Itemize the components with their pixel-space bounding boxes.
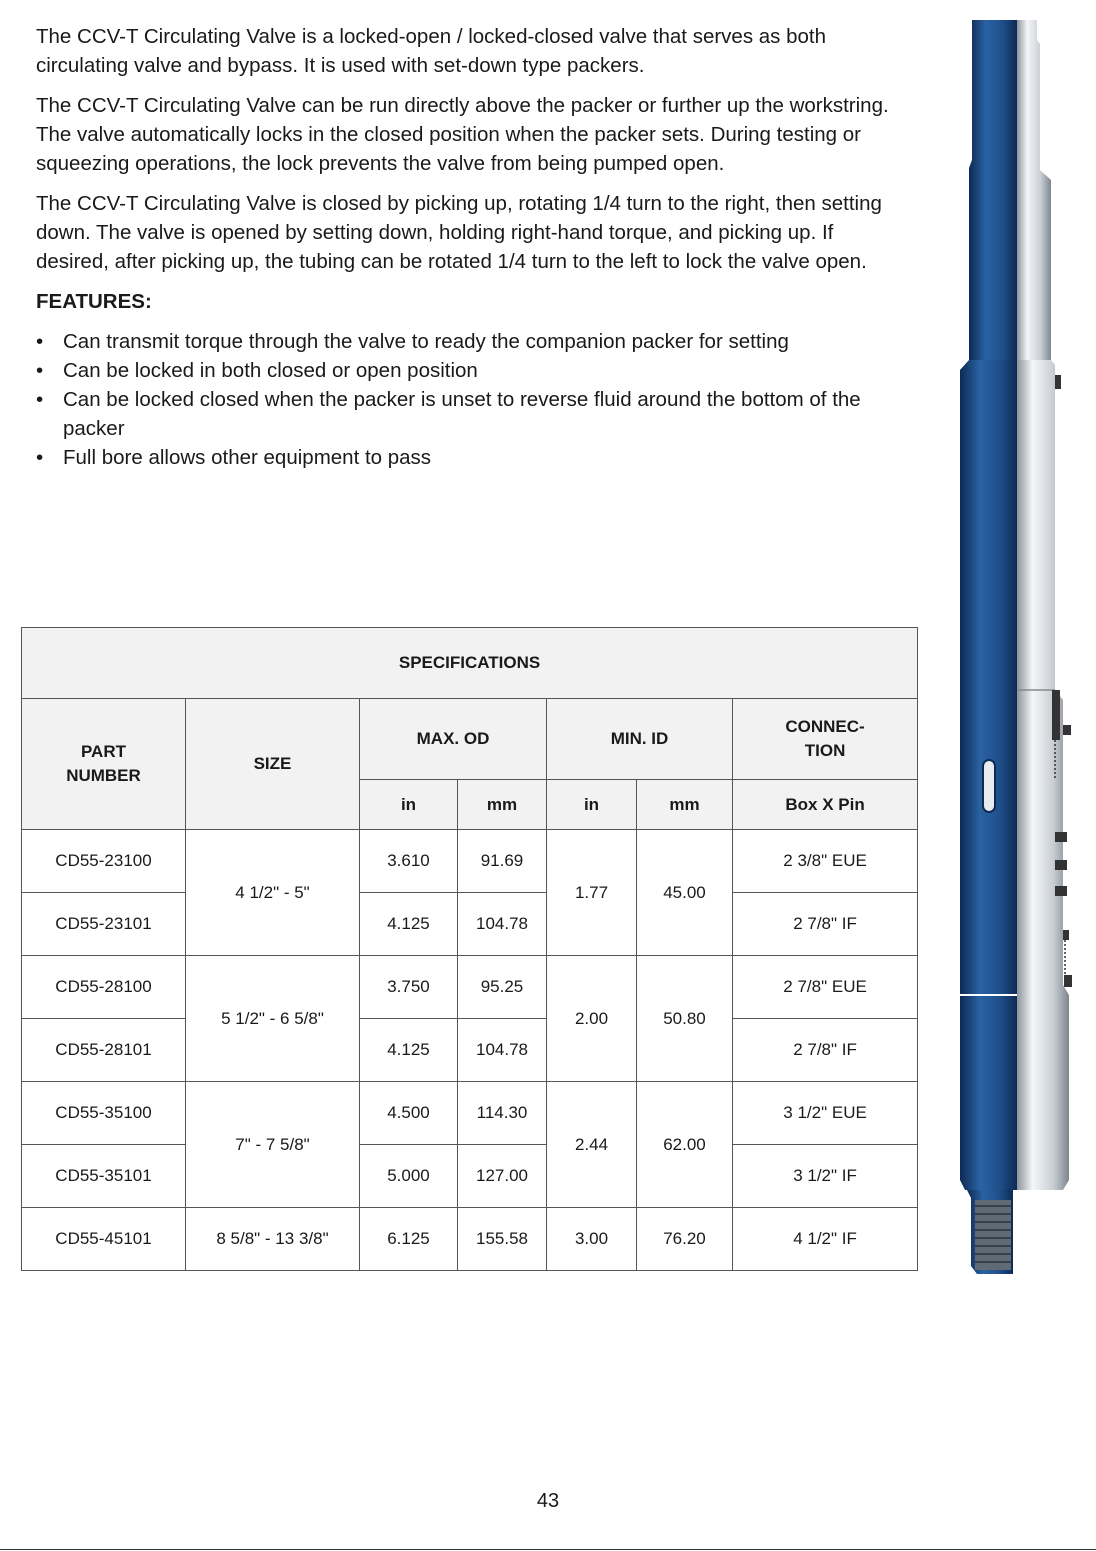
cell-part-number: CD55-28100 <box>22 956 186 1019</box>
cell-connection: 2 7/8" IF <box>733 1019 918 1082</box>
cell-connection: 2 7/8" IF <box>733 893 918 956</box>
circulating-valve-illustration <box>955 20 1080 1274</box>
cell-part-number: CD55-23101 <box>22 893 186 956</box>
header-max-od: MAX. OD <box>360 699 547 780</box>
feature-item: • Can be locked closed when the packer is unset to reverse fluid around the bottom of the packer <box>36 385 898 443</box>
feature-item: • Can be locked in both closed or open position <box>36 356 898 385</box>
header-connection: CONNEC-TION <box>733 699 918 780</box>
thread-section <box>975 1200 1011 1270</box>
cell-part-number: CD55-45101 <box>22 1208 186 1271</box>
cell-connection: 2 3/8" EUE <box>733 830 918 893</box>
cell-od-in: 6.125 <box>360 1208 458 1271</box>
cell-od-in: 4.500 <box>360 1082 458 1145</box>
cell-connection: 3 1/2" IF <box>733 1145 918 1208</box>
cell-od-mm: 114.30 <box>458 1082 547 1145</box>
table-row <box>22 1208 918 1271</box>
cell-size: 7" - 7 5/8" <box>186 1082 360 1208</box>
header-od-mm: mm <box>458 780 547 830</box>
upper-body-blue <box>969 20 1017 360</box>
cell-od-mm: 104.78 <box>458 1019 547 1082</box>
cell-size: 4 1/2" - 5" <box>186 830 360 956</box>
features-heading: FEATURES: <box>36 290 152 313</box>
features-list <box>36 327 898 472</box>
cell-od-in: 3.610 <box>360 830 458 893</box>
cell-connection: 2 7/8" EUE <box>733 956 918 1019</box>
cell-size: 5 1/2" - 6 5/8" <box>186 956 360 1082</box>
footer-rule <box>0 1549 1096 1550</box>
bullet-icon: • <box>36 388 44 411</box>
bullet-icon: • <box>36 446 44 469</box>
table-row <box>22 1019 918 1082</box>
document-body <box>36 22 898 472</box>
cell-connection: 3 1/2" EUE <box>733 1082 918 1145</box>
header-size: SIZE <box>186 699 360 830</box>
header-box-x-pin: Box X Pin <box>733 780 918 830</box>
cell-part-number: CD55-28101 <box>22 1019 186 1082</box>
cell-id-mm: 62.00 <box>637 1082 733 1208</box>
upper-body-steel <box>1017 20 1051 360</box>
header-od-in: in <box>360 780 458 830</box>
header-min-id: MIN. ID <box>547 699 733 780</box>
cell-od-in: 5.000 <box>360 1145 458 1208</box>
cell-od-in: 3.750 <box>360 956 458 1019</box>
middle-body-steel <box>1017 360 1069 1190</box>
cell-size: 8 5/8" - 13 3/8" <box>186 1208 360 1271</box>
cell-part-number: CD55-35100 <box>22 1082 186 1145</box>
cell-id-in: 1.77 <box>547 830 637 956</box>
feature-item: • Full bore allows other equipment to pass <box>36 443 898 472</box>
header-part-number: PART NUMBER <box>22 699 186 830</box>
cell-od-in: 4.125 <box>360 893 458 956</box>
cell-id-mm: 76.20 <box>637 1208 733 1271</box>
cell-od-in: 4.125 <box>360 1019 458 1082</box>
specifications-table <box>21 627 918 1271</box>
cell-part-number: CD55-23100 <box>22 830 186 893</box>
intro-paragraph-1: The CCV-T Circulating Valve is a locked-open / locked-closed valve that serves as both circulating valve and bypass. It is used with set-down type packers. <box>36 25 827 77</box>
cell-od-mm: 95.25 <box>458 956 547 1019</box>
cell-od-mm: 155.58 <box>458 1208 547 1271</box>
cell-id-in: 2.00 <box>547 956 637 1082</box>
header-id-in: in <box>547 780 637 830</box>
table-row <box>22 893 918 956</box>
bullet-icon: • <box>36 359 44 382</box>
intro-paragraph-3: The CCV-T Circulating Valve is closed by picking up, rotating 1/4 turn to the right, then setting down. The valve is opened by setting down, holding right-hand torque, and picking up. If desired, after picking up, the tubing can be rotated 1/4 turn to the left to lock the valve open. <box>36 192 882 273</box>
cell-id-mm: 50.80 <box>637 956 733 1082</box>
header-id-mm: mm <box>637 780 733 830</box>
page-number: 43 <box>536 1490 560 1512</box>
intro-paragraph-2: The CCV-T Circulating Valve can be run directly above the packer or further up the workstring. The valve automatically locks in the closed position when the packer sets. During testing or squeezing operations, the lock prevents the valve from being pumped open. <box>36 94 889 175</box>
port-slot <box>983 760 995 812</box>
table-row <box>22 1145 918 1208</box>
table-row <box>22 956 918 1019</box>
table-row <box>22 830 918 893</box>
cell-id-in: 2.44 <box>547 1082 637 1208</box>
cell-od-mm: 127.00 <box>458 1145 547 1208</box>
bullet-icon: • <box>36 330 44 353</box>
cell-od-mm: 104.78 <box>458 893 547 956</box>
table-row <box>22 1082 918 1145</box>
cell-connection: 4 1/2" IF <box>733 1208 918 1271</box>
cell-od-mm: 91.69 <box>458 830 547 893</box>
cell-id-in: 3.00 <box>547 1208 637 1271</box>
cell-part-number: CD55-35101 <box>22 1145 186 1208</box>
cell-id-mm: 45.00 <box>637 830 733 956</box>
table-title: SPECIFICATIONS <box>22 628 918 699</box>
feature-item: • Can transmit torque through the valve to ready the companion packer for setting <box>36 327 898 356</box>
